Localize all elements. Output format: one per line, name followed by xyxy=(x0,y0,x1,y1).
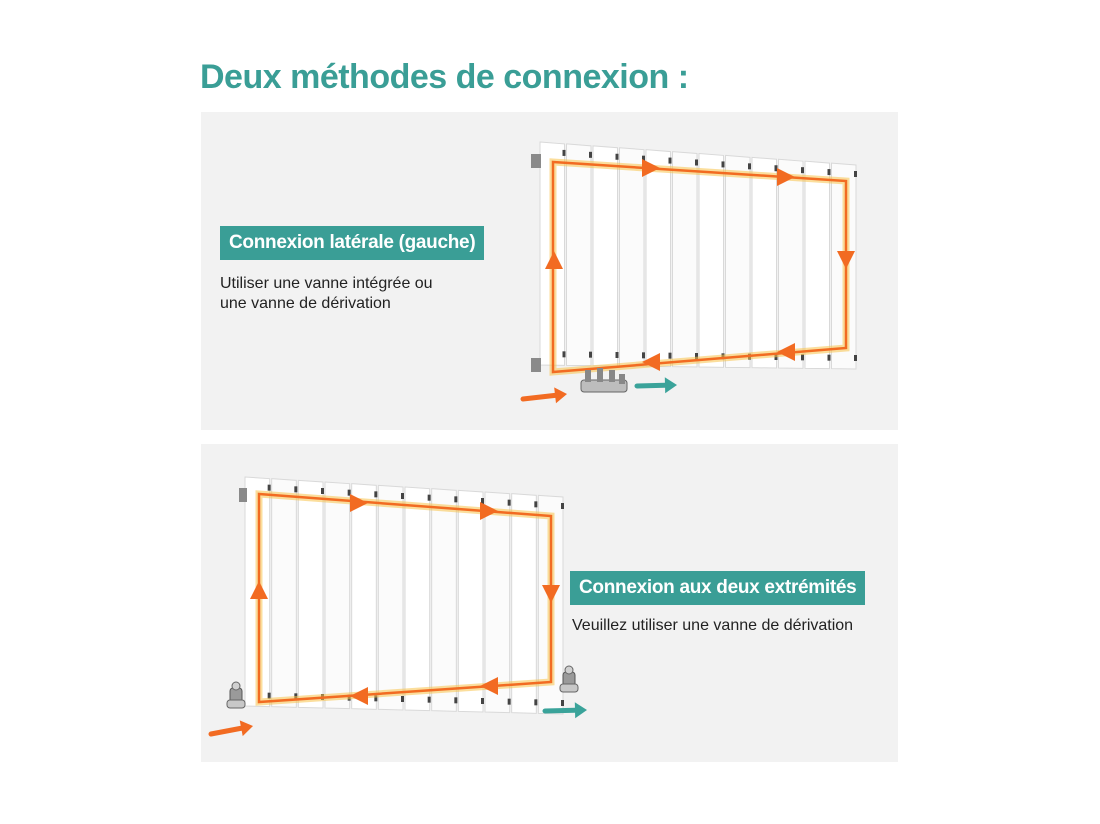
end-connection-radiator-column xyxy=(298,480,323,708)
side-connection-column-clip xyxy=(828,355,831,361)
side-connection-radiator-column xyxy=(699,154,724,368)
end-connection-radiator-column xyxy=(432,489,457,712)
end-connection-column-clip xyxy=(561,503,564,509)
side-connection-top-bracket xyxy=(531,154,541,168)
end-connection-column-clip xyxy=(508,500,511,506)
end-connection-radiator-column xyxy=(405,487,430,711)
end-connection-column-clip xyxy=(454,496,457,502)
end-connection-column-clip xyxy=(268,485,271,491)
side-connection-radiator-column xyxy=(620,148,645,367)
side-connection-column-clip xyxy=(748,163,751,169)
end-connection-column-clip xyxy=(534,501,537,507)
side-connection-column-clip xyxy=(563,351,566,357)
end-connection-radiator-column xyxy=(352,484,377,710)
side-connection-description-line-1: Utiliser une vanne intégrée ou xyxy=(220,275,433,292)
side-connection-column-clip xyxy=(722,161,725,167)
end-connection-radiator-column xyxy=(458,490,483,712)
end-connection-column-clip xyxy=(374,491,377,497)
end-connection-panel xyxy=(201,444,898,762)
page-title: Deux méthodes de connexion : xyxy=(200,58,689,96)
side-connection-column-clip xyxy=(854,355,857,361)
end-connection-column-clip xyxy=(534,699,537,705)
side-connection-description-line-2: une vanne de dérivation xyxy=(220,295,391,312)
side-connection-column-clip xyxy=(801,354,804,360)
end-connection-radiator-column xyxy=(325,482,350,709)
end-connection-column-clip xyxy=(401,493,404,499)
side-connection-outlet-arrow xyxy=(637,377,677,393)
side-connection-column-clip xyxy=(669,158,672,164)
side-connection-column-clip xyxy=(695,160,698,166)
side-connection-inlet-arrow xyxy=(523,387,567,403)
end-connection-column-clip xyxy=(401,696,404,702)
side-connection-panel xyxy=(201,112,898,430)
end-connection-label: Connexion aux deux extrémités xyxy=(570,571,865,605)
side-connection-radiator-column xyxy=(752,157,777,368)
side-connection-radiator-column xyxy=(726,155,751,367)
end-connection-column-clip xyxy=(454,697,457,703)
end-connection-inlet-arrow xyxy=(211,720,253,736)
side-connection-column-clip xyxy=(589,152,592,158)
side-connection-column-clip xyxy=(801,167,804,173)
end-connection-column-clip xyxy=(294,486,297,492)
side-connection-label: Connexion latérale (gauche) xyxy=(220,226,484,260)
side-connection-column-clip xyxy=(616,352,619,358)
side-connection-description xyxy=(220,274,433,314)
side-connection-column-clip xyxy=(854,171,857,177)
end-connection-radiator-column xyxy=(272,479,297,708)
side-connection-bypass-valve xyxy=(581,368,627,392)
side-connection-column-clip xyxy=(669,353,672,359)
side-connection-column-clip xyxy=(589,352,592,358)
end-connection-left-valve xyxy=(227,682,245,708)
side-connection-column-clip xyxy=(828,169,831,175)
side-connection-radiator-column xyxy=(646,150,671,367)
end-connection-column-clip xyxy=(321,488,324,494)
side-connection-column-clip xyxy=(563,150,566,156)
end-connection-radiator-column xyxy=(378,485,403,710)
end-connection-column-clip xyxy=(428,495,431,501)
side-connection-radiator-diagram xyxy=(201,112,898,430)
side-connection-column-clip xyxy=(616,154,619,160)
side-connection-column-clip xyxy=(642,352,645,358)
side-connection-radiator-column xyxy=(593,146,618,366)
end-connection-column-clip xyxy=(428,697,431,703)
side-connection-radiator-column xyxy=(567,144,592,366)
end-connection-description xyxy=(572,616,853,636)
side-connection-radiator-column xyxy=(805,161,830,368)
side-connection-radiator-column xyxy=(779,159,804,368)
end-connection-top-bracket xyxy=(239,488,247,502)
side-connection-bottom-bracket xyxy=(531,358,541,372)
end-connection-column-clip xyxy=(508,699,511,705)
side-connection-radiator-column xyxy=(673,152,698,367)
end-connection-column-clip xyxy=(561,700,564,706)
end-connection-description-line-1: Veuillez utiliser une vanne de dérivation xyxy=(572,617,854,634)
end-connection-column-clip xyxy=(481,698,484,704)
